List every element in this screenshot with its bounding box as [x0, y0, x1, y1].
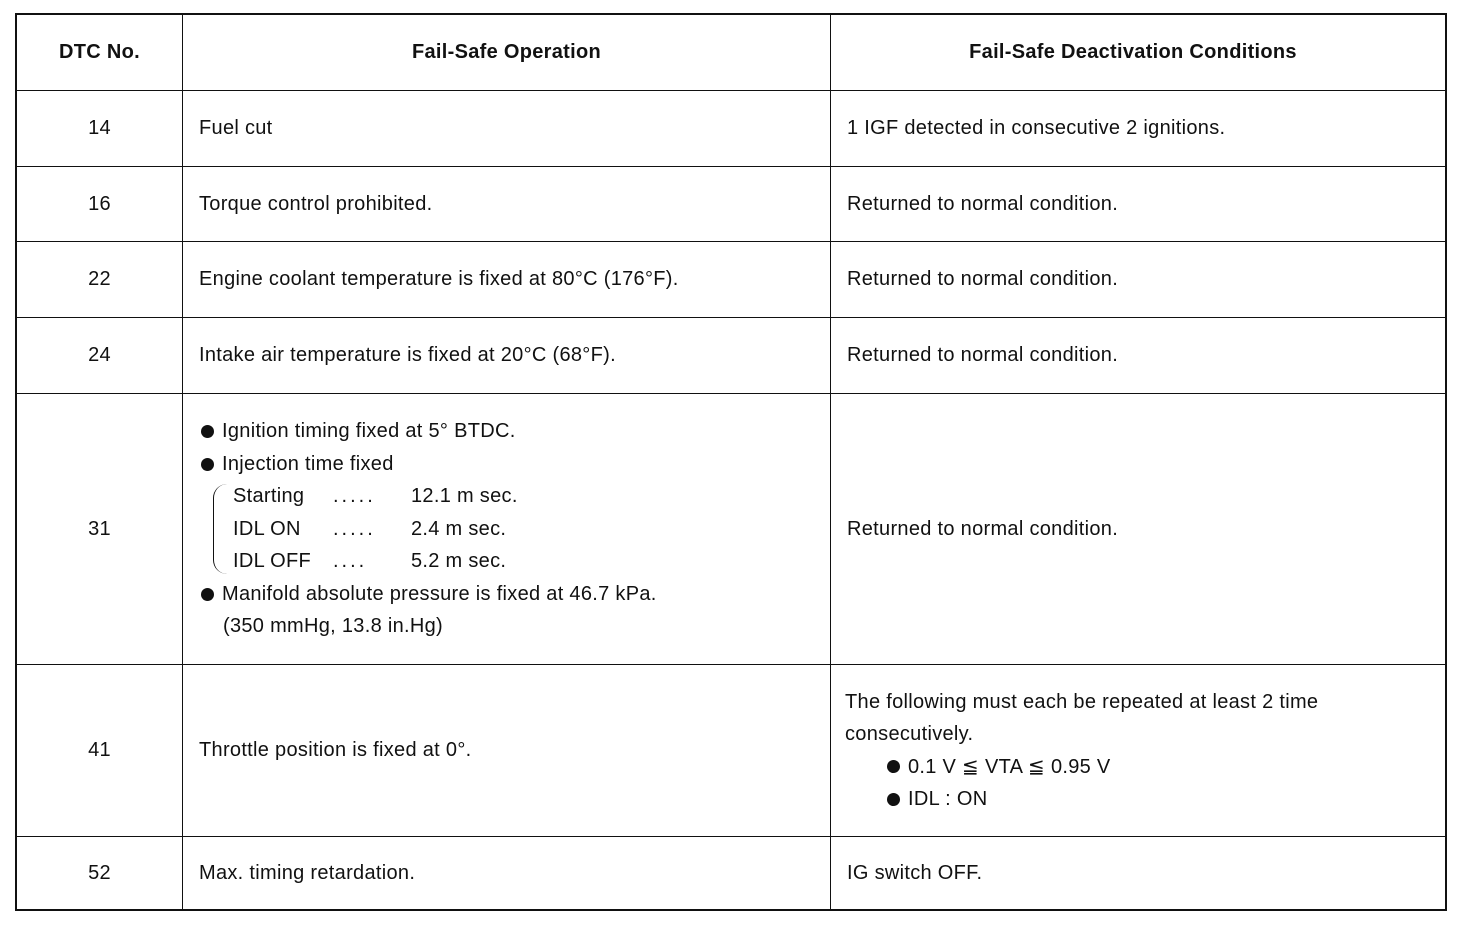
- bullet-icon: [201, 425, 214, 438]
- bullet-icon: [887, 793, 900, 806]
- table-row: [17, 91, 1445, 167]
- bullet-text: Injection time fixed: [222, 452, 394, 475]
- leader-dots: .....: [333, 485, 376, 508]
- operation-text: Intake air temperature is fixed at 20°C (68°F).: [183, 318, 831, 393]
- condition-text: 1 IGF detected in consecutive 2 ignitions.: [847, 117, 1226, 139]
- condition-item: [887, 783, 1318, 816]
- condition-text: Returned to normal condition.: [847, 517, 1119, 540]
- injection-value: 12.1 m sec.: [411, 485, 518, 508]
- condition-line: consecutively.: [845, 723, 974, 745]
- injection-time-list: [209, 480, 657, 578]
- condition-list: [845, 751, 1318, 816]
- table-row: [17, 394, 1445, 665]
- operation-bullet: [201, 415, 657, 448]
- condition-item-text: IDL : ON: [908, 788, 988, 810]
- injection-item: [233, 513, 657, 546]
- fail-safe-table: [15, 13, 1447, 911]
- dtc-number: 22: [17, 242, 183, 317]
- brace-icon: [213, 484, 228, 574]
- dtc-number: 16: [17, 167, 183, 241]
- operation-bullet: [201, 578, 657, 611]
- leader-dots: .....: [333, 517, 376, 540]
- table-row: [17, 242, 1445, 318]
- operation-text: Torque control prohibited.: [183, 167, 831, 241]
- operation-bullet: [201, 448, 657, 481]
- condition-line: The following must each be repeated at least 2 time: [845, 690, 1319, 713]
- condition-item-text: 0.1 V ≦ VTA ≦ 0.95 V: [908, 755, 1111, 778]
- condition-item: [887, 751, 1318, 784]
- condition-block: [845, 686, 1318, 816]
- table-row: [17, 318, 1445, 394]
- bullet-icon: [201, 458, 214, 471]
- injection-value: 2.4 m sec.: [411, 517, 507, 540]
- bullet-icon: [201, 588, 214, 601]
- header-deactivation-conditions: Fail-Safe Deactivation Conditions: [969, 41, 1297, 63]
- table-row: [17, 837, 1445, 909]
- header-dtc-no: DTC No.: [17, 15, 183, 90]
- injection-value: 5.2 m sec.: [411, 550, 507, 573]
- condition-text: Returned to normal condition.: [847, 192, 1119, 215]
- bullet-text: Manifold absolute pressure is fixed at 46.7 kPa.: [222, 582, 657, 605]
- dtc-number: 41: [17, 665, 183, 836]
- condition-text: IG switch OFF.: [847, 861, 983, 884]
- condition-cell: [831, 665, 1445, 836]
- dtc-number: 14: [17, 91, 183, 166]
- operation-text: Engine coolant temperature is fixed at 80°C (176°F).: [183, 242, 831, 317]
- injection-label: IDL OFF: [233, 550, 312, 573]
- condition-text: Returned to normal condition.: [847, 344, 1119, 366]
- leader-dots: ....: [333, 550, 368, 573]
- injection-label: Starting: [233, 485, 305, 508]
- dtc-number: 24: [17, 318, 183, 393]
- table-row: [17, 665, 1445, 837]
- header-fail-safe-operation: Fail-Safe Operation: [183, 15, 831, 90]
- dtc-number: 52: [17, 837, 183, 909]
- operation-text: Throttle position is fixed at 0°.: [183, 665, 831, 836]
- operation-text: Max. timing retardation.: [183, 837, 831, 909]
- bullet-text: Ignition timing fixed at 5° BTDC.: [222, 420, 516, 443]
- condition-text: Returned to normal condition.: [847, 268, 1119, 290]
- table-row: [17, 167, 1445, 242]
- dtc-number: 31: [17, 394, 183, 664]
- table-header-row: [17, 15, 1445, 91]
- bullet-icon: [887, 760, 900, 773]
- injection-label: IDL ON: [233, 517, 301, 540]
- injection-item: [233, 545, 657, 578]
- injection-item: [233, 480, 657, 513]
- operation-block: [201, 415, 657, 643]
- operation-text: Fuel cut: [183, 91, 831, 166]
- bullet-continuation: (350 mmHg, 13.8 in.Hg): [223, 615, 444, 638]
- operation-cell: [183, 394, 831, 664]
